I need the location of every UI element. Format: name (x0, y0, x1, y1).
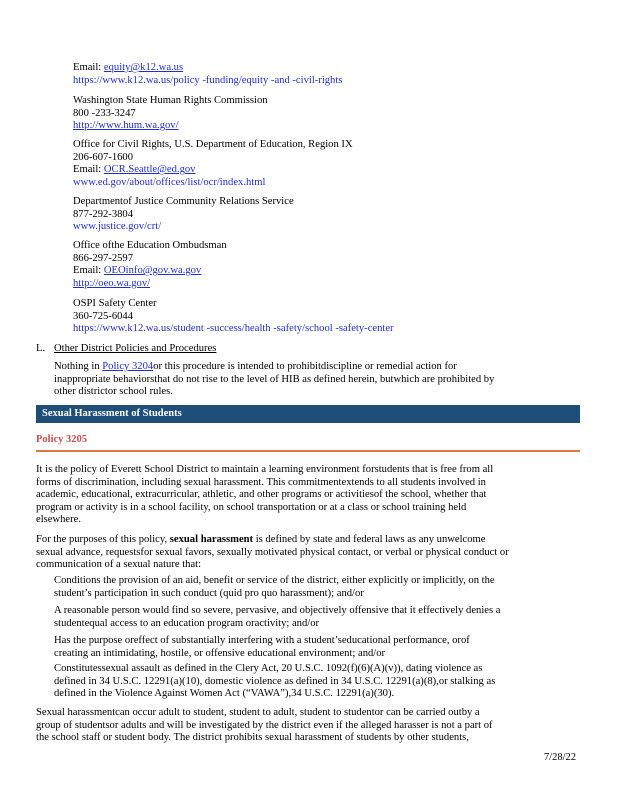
section-banner (36, 405, 580, 423)
contact-name: Office ofthe Education Ombudsman (73, 240, 227, 251)
contact-url-link[interactable]: www.justice.gov/crt/ (73, 221, 162, 233)
para-line: academic, educational, extracurricular, athletic, and other programs or activitiesof the school, whether that (36, 489, 487, 501)
policy-label: Policy 3205 (36, 434, 88, 445)
item-line: studentequal access to an education program oractivity; and/or (54, 617, 320, 629)
contact-name: OSPI Safety Center (73, 298, 157, 309)
contact-url-link[interactable]: http://oeo.wa.gov/ (73, 277, 151, 289)
para-text: For the purposes of this policy, (36, 534, 168, 545)
para-line: group of studentsor adults and will be investigated by the district even if the alleged harasser is not a part of (36, 719, 493, 731)
item-line: creating an intimidating, hostile, or offensive educational environment; and/or (54, 647, 386, 659)
contact-phone: 800 -233-3247 (73, 107, 136, 119)
para-line: program or activity is in a school facility, on school transportation or at a class or school training held (36, 501, 467, 513)
contact-email-link[interactable]: OCR.Seattle@ed.gov (103, 164, 196, 176)
contact-email-link[interactable]: OEOinfo@gov.wa.gov (103, 265, 202, 277)
contact-human-rights (73, 95, 268, 133)
closing-paragraph (36, 707, 582, 745)
footer-date: 7/28/22 (543, 752, 576, 763)
contact-phone: 360-725-6044 (73, 310, 134, 322)
item-line: defined in the Violence Against Women Act (“VAWA”),34 U.S.C. 12291(a)(30). (54, 688, 395, 700)
para-line: forms of discrimination, including sexual harassment. This commitmentextends to all students involved in (36, 476, 486, 488)
definition-paragraph (36, 534, 582, 572)
contact-phone: 866-297-2597 (73, 252, 134, 264)
contact-name: Departmentof Justice Community Relations Service (73, 196, 294, 207)
para-line: communication of a sexual nature that: (36, 559, 202, 571)
item-line: Conditions the provision of an aid, benefit or service of the district, either explicitly or implicitly, on the (54, 575, 495, 586)
item-line: A reasonable person would find so severe, pervasive, and objectively offensive that it effectively denies a (54, 605, 501, 616)
contact-url-link[interactable]: https://www.k12.wa.us/student -success/health -safety/school -safety-center (73, 323, 394, 335)
email-label: Email: (73, 62, 102, 73)
contact-phone: 206-607-1600 (73, 151, 134, 163)
para-line: Sexual harassmentcan occur adult to student, student to adult, student to studentor can be carried outby a (36, 707, 480, 718)
contact-phone: 877-292-3804 (73, 208, 134, 220)
condition-item (54, 575, 582, 600)
contact-name: Washington State Human Rights Commission (73, 95, 268, 106)
para-line: the school staff or student body. The district prohibits sexual harassment of students by other students, (36, 732, 469, 744)
para-text: or this procedure is intended to prohibitdiscipline or remedial action for (153, 361, 457, 372)
para-text: Nothing in (54, 361, 100, 372)
para-text: is defined by state and federal laws as any unwelcome (255, 534, 486, 545)
equity-url-link[interactable]: https://www.k12.wa.us/policy -funding/equity -and -civil-rights (73, 74, 343, 86)
condition-item (54, 663, 582, 701)
section-l-heading (36, 343, 217, 356)
item-line: Constitutessexual assault as defined in the Clery Act, 20 U.S.C. 1092(f)(6)(A)(v)), dating violence as (54, 663, 483, 674)
email-label: Email: (73, 164, 102, 176)
contact-ocr (73, 139, 353, 189)
contact-doj (73, 196, 294, 234)
para-text: other districtor school rules. (54, 386, 173, 398)
contact-url-link[interactable]: http://www.hum.wa.gov/ (73, 120, 179, 132)
equity-contact (73, 62, 342, 87)
item-line: Has the purpose oreffect of substantially interfering with a student’seducational performance, orof (54, 635, 470, 646)
item-line: student’s participation in such conduct (quid pro quo harassment); and/or (54, 587, 364, 599)
section-l-title: Other District Policies and Procedures (54, 343, 217, 354)
banner-title: Sexual Harassment of Students (42, 408, 182, 419)
para-line: It is the policy of Everett School District to maintain a learning environment forstudents that is free from all (36, 464, 494, 475)
para-text: inappropriate behaviorsthat do not rise to the level of HIB as defined herein, butwhich are prohibited by (54, 373, 495, 385)
intro-paragraph (36, 464, 582, 527)
condition-item (54, 635, 582, 660)
equity-email-link[interactable]: equity@k12.wa.us (103, 62, 184, 73)
email-label: Email: (73, 265, 102, 277)
para-line: elsewhere. (36, 514, 81, 526)
section-marker: L. (36, 343, 46, 354)
para-line: sexual advance, requestsfor sexual favors, sexually motivated physical contact, or verbal or physical conduct or (36, 546, 509, 558)
contact-url-link[interactable]: www.ed.gov/about/offices/list/ocr/index.html (73, 176, 266, 188)
contact-name: Office for Civil Rights, U.S. Department of Education, Region IX (73, 139, 353, 150)
defined-term: sexual harassment (169, 534, 254, 545)
contact-ospi-safety (73, 298, 394, 336)
divider (36, 450, 580, 452)
item-line: defined in 34 U.S.C. 12291(a)(10), domestic violence as defined in 34 U.S.C. 12291(a)(8),or stalking as (54, 675, 496, 687)
policy-3204-link[interactable]: Policy 3204 (102, 361, 154, 372)
condition-item (54, 605, 582, 630)
section-l-paragraph (54, 361, 582, 399)
contact-ombudsman (73, 240, 227, 290)
